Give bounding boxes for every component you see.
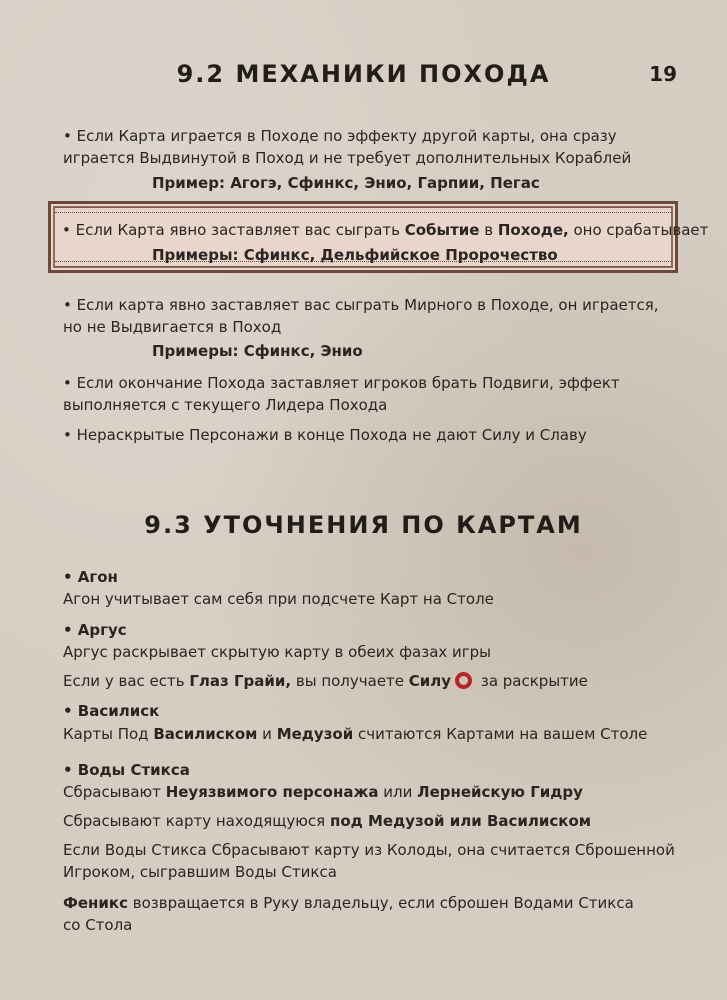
styx-text-3-line-1: Если Воды Стикса Сбрасывают карту из Колоды, она считается Сброшенной <box>63 841 675 859</box>
argus-text-2: Если у вас есть Глаз Грайи, вы получаете Силу за раскрытие <box>63 672 588 690</box>
bullet-4-line-2: выполняется с текущего Лидера Похода <box>63 396 388 414</box>
styx-text-4-line-2: со Стола <box>63 916 133 934</box>
bullet-3-example: Примеры: Сфинкс, Энио <box>152 342 363 360</box>
bullet-5-line-1: • Нераскрытые Персонажи в конце Похода не дают Силу и Славу <box>63 426 587 444</box>
argus-heading: • Аргус <box>63 621 127 639</box>
styx-text-4-line-1: Феникс возвращается в Руку владельцу, если сброшен Водами Стикса <box>63 894 634 912</box>
bullet-1-example: Пример: Агогэ, Сфинкс, Энио, Гарпии, Пегас <box>152 174 540 192</box>
styx-text-2: Сбрасывают карту находящуюся под Медузой или Василиском <box>63 812 592 830</box>
agon-heading: • Агон <box>63 568 118 586</box>
highlight-line: • Если Карта явно заставляет вас сыграть Событие в Походе, оно срабатывает <box>62 221 709 239</box>
page-number: 19 <box>649 62 677 86</box>
bullet-4-line-1: • Если окончание Похода заставляет игроков брать Подвиги, эффект <box>63 374 620 392</box>
styx-heading: • Воды Стикса <box>63 761 190 779</box>
basilisk-text: Карты Под Василиском и Медузой считаются Картами на вашем Столе <box>63 725 648 743</box>
bullet-1-line-2: играется Выдвинутой в Поход и не требует дополнительных Кораблей <box>63 149 632 167</box>
basilisk-heading: • Василиск <box>63 702 160 720</box>
bullet-1-line-1: • Если Карта играется в Походе по эффекту другой карты, она сразу <box>63 127 617 145</box>
power-ring-icon <box>455 672 472 689</box>
bullet-3-line-2: но не Выдвигается в Поход <box>63 318 282 336</box>
styx-text-3-line-2: Игроком, сыгравшим Воды Стикса <box>63 863 337 881</box>
highlight-example: Примеры: Сфинкс, Дельфийское Пророчество <box>152 246 558 264</box>
section-title-9-2: 9.2 МЕХАНИКИ ПОХОДА <box>176 60 551 88</box>
bullet-3-line-1: • Если карта явно заставляет вас сыграть Мирного в Походе, он играется, <box>63 296 659 314</box>
argus-text-1: Аргус раскрывает скрытую карту в обеих фазах игры <box>63 643 492 661</box>
styx-text-1: Сбрасывают Неуязвимого персонажа или Лернейскую Гидру <box>63 783 583 801</box>
agon-text: Агон учитывает сам себя при подсчете Карт на Столе <box>63 590 494 608</box>
section-title-9-3: 9.3 УТОЧНЕНИЯ ПО КАРТАМ <box>144 511 583 539</box>
